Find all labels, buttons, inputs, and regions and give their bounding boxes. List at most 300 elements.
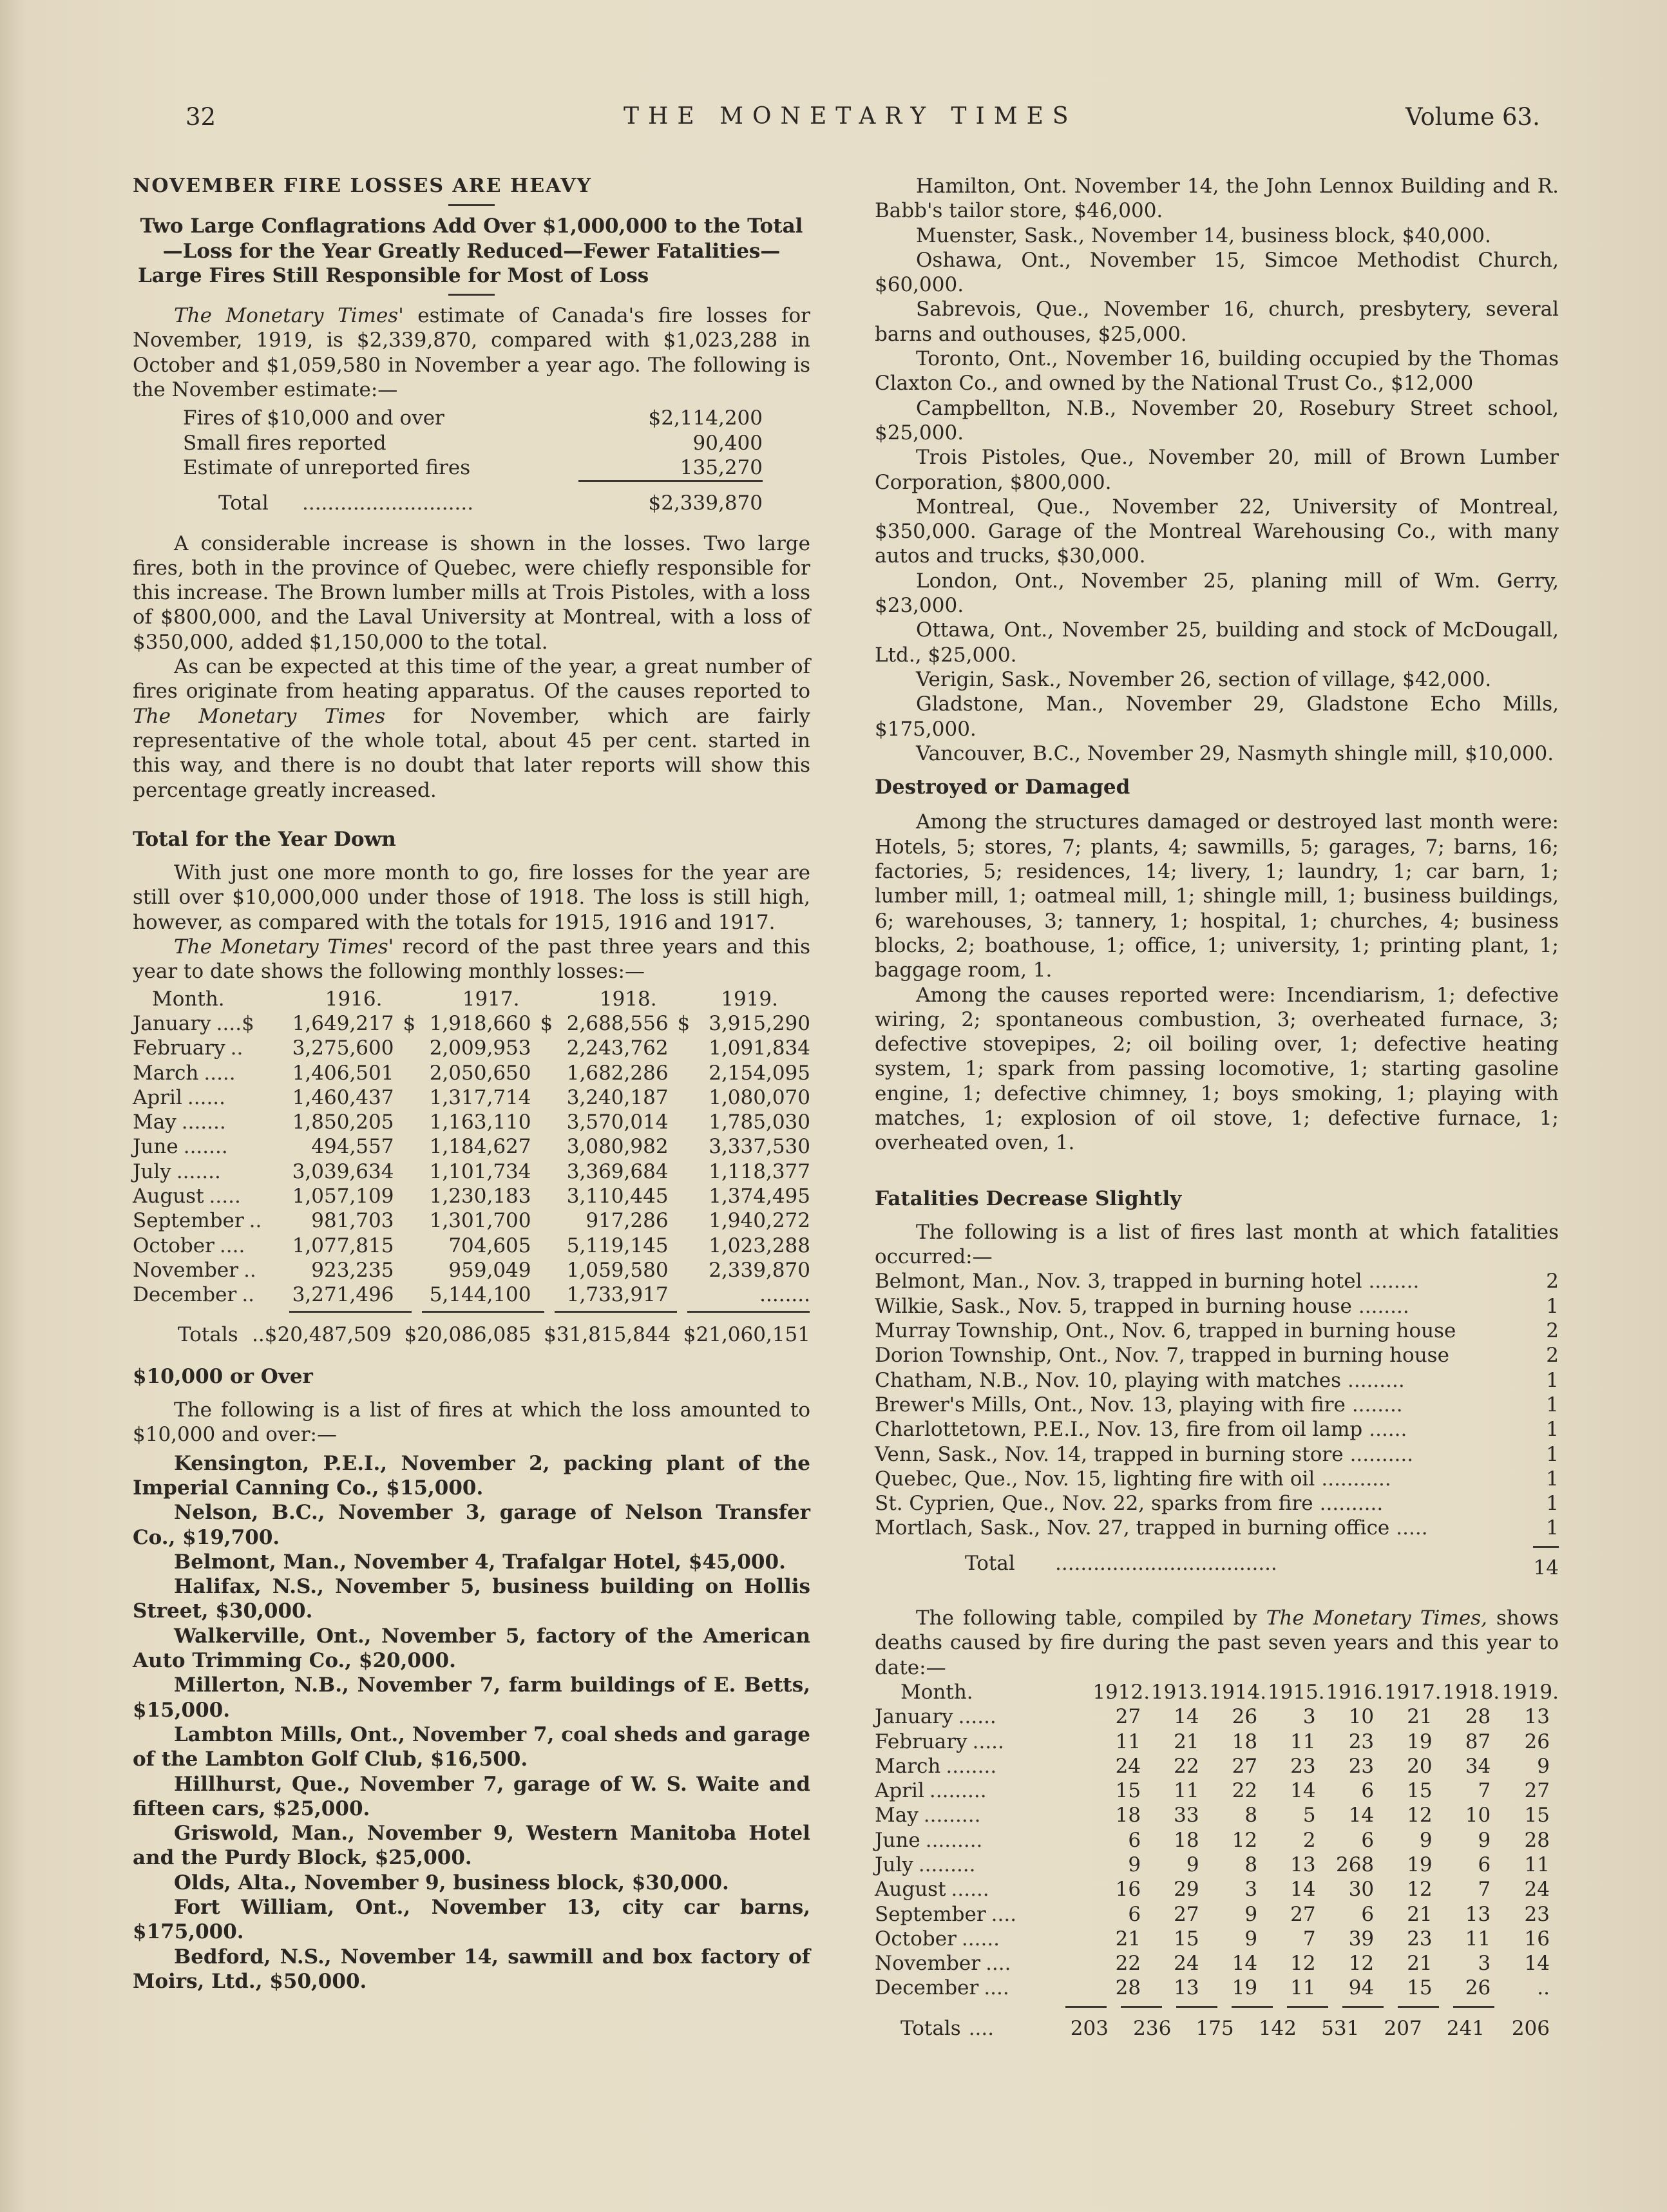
month-cell [133, 1208, 281, 1233]
value: 917,286 [586, 1209, 669, 1233]
value-cell: 24 [1524, 1878, 1550, 1902]
value: 2,339,870 [709, 1258, 810, 1282]
table-row [875, 1828, 1559, 1853]
column-header: Month. [152, 987, 225, 1011]
intro-text: estimate of Canada's fire losses for November, 1919, is $2,339,870, compared with $1,023,288 in October and $1,059,580 in November a year ago. The following is the November estimate:— [133, 304, 810, 402]
value-cell [281, 1258, 414, 1282]
value-cell [552, 1208, 689, 1233]
column-header: 1918. [1442, 1680, 1500, 1704]
month-cell [875, 1704, 1092, 1729]
value-cell: 9 [1478, 1828, 1491, 1852]
fire-item: Vancouver, B.C., November 29, Nasmyth shingle mill, $10,000. [916, 741, 1554, 765]
paragraph-year: With just one more month to go, fire losses for the year are still over $10,000,000 under those of 1918. The loss is still high, however, as compared with the totals for 1915, 1916 and 1917. [133, 861, 810, 934]
leader-dots: .... [968, 2016, 995, 2040]
fatality-count: 2 [1546, 1344, 1559, 1368]
estimate-total [183, 480, 763, 515]
table-row [875, 1951, 1559, 1976]
value-cell [552, 1011, 689, 1036]
total-rule [1232, 2006, 1273, 2008]
value-cell: 16 [1524, 1927, 1550, 1950]
value-cell: 94 [1348, 1976, 1375, 2000]
estimate-table [183, 406, 763, 480]
value-cell [414, 1036, 551, 1060]
value: 5,119,145 [566, 1234, 669, 1257]
value: 1,091,834 [709, 1036, 810, 1060]
value-cell [281, 1036, 414, 1060]
month-name: March [133, 1061, 199, 1085]
column-header: 1916. [1326, 1680, 1384, 1704]
value: 1,682,286 [566, 1061, 669, 1085]
value-cell [281, 1234, 414, 1258]
fatality-description: Chatham, N.B., Nov. 10, playing with matches [875, 1368, 1341, 1392]
value: 1,118,377 [709, 1159, 810, 1183]
fatality-text [875, 1319, 1533, 1343]
value-cell [414, 1282, 551, 1307]
fatality-text [875, 1269, 1533, 1293]
value-cell: 11 [1290, 1976, 1316, 2000]
table-row [875, 1877, 1559, 1902]
fatality-count: 1 [1546, 1442, 1559, 1466]
month-name: September [133, 1209, 244, 1233]
fire-item: Hamilton, Ont. November 14, the John Lennox Building and R. Babb's tailor store, $46,000. [875, 175, 1559, 223]
totals-cell: 206 [1511, 2016, 1550, 2040]
month-name: December [875, 1976, 979, 2000]
value-cell: 18 [1174, 1828, 1199, 1852]
fatality-description: Brewer's Mills, Ont., Nov. 13, playing with fire [875, 1393, 1346, 1416]
total-rule [1065, 2006, 1107, 2008]
value-cell: 14 [1174, 1705, 1199, 1729]
month-cell [875, 1877, 1092, 1902]
value-cell [281, 1061, 414, 1085]
value-cell [281, 1159, 414, 1184]
fire-item: Olds, Alta., November 9, business block, $30,000. [174, 1871, 729, 1894]
value-cell: 13 [1524, 1705, 1550, 1729]
value: 3,039,634 [292, 1159, 394, 1183]
fatality-description: Murray Township, Ont., Nov. 6, trapped in burning house [875, 1319, 1456, 1343]
value: 1,649,217 [292, 1011, 394, 1035]
estimate-row [183, 455, 763, 480]
month-name: December [133, 1283, 237, 1307]
value-cell: 21 [1407, 1902, 1433, 1926]
value-cell: 15 [1407, 1976, 1433, 2000]
table-row [875, 1778, 1559, 1803]
value-cell [414, 1234, 551, 1258]
value: 2,243,762 [566, 1036, 669, 1060]
table-row [133, 1234, 810, 1258]
fatality-count: 1 [1546, 1418, 1559, 1442]
fatality-text [875, 1442, 1533, 1467]
value: 1,059,580 [566, 1258, 669, 1282]
month-name: January [875, 1705, 953, 1729]
fire-item: Walkerville, Ont., November 5, factory of the American Auto Trimming Co., $20,000. [133, 1624, 810, 1673]
value-cell: 12 [1407, 1878, 1433, 1902]
value: 3,110,445 [566, 1184, 669, 1208]
month-cell [875, 1754, 1092, 1778]
value-cell [552, 1061, 689, 1085]
value-cell: 9 [1244, 1927, 1258, 1950]
value-cell: 9 [1244, 1902, 1258, 1926]
value-cell: 15 [1524, 1804, 1550, 1827]
value-cell [689, 1011, 810, 1036]
value: 2,009,953 [429, 1036, 531, 1060]
monthly-losses-table [133, 987, 810, 1308]
value: 1,406,501 [292, 1061, 394, 1085]
value-cell: 5 [1302, 1804, 1316, 1827]
month-name: May [875, 1804, 919, 1827]
volume-label: Volume 63. [1405, 103, 1540, 131]
leader-dots: ........ [946, 1754, 997, 1778]
leader-dots: ..... [972, 1730, 1004, 1753]
text: shows deaths caused by fire during the past seven years and this year to date:— [875, 1607, 1559, 1679]
leader-dots: ....$ [216, 1011, 254, 1035]
leader-dots: ..... [209, 1184, 241, 1208]
leader-dots: ........... [1321, 1467, 1391, 1491]
fatality-description: St. Cyprien, Que., Nov. 22, sparks from fire [875, 1492, 1313, 1516]
value-cell [552, 1085, 689, 1110]
fire-item: Hillhurst, Que., November 7, garage of W. S. Waite and fifteen cars, $25,000. [133, 1772, 810, 1820]
value-cell: 30 [1348, 1878, 1375, 1902]
fire-item: Bedford, N.S., November 14, sawmill and box factory of Moirs, Ltd., $50,000. [133, 1945, 810, 1993]
value-cell [414, 1085, 551, 1110]
fatal-total-label: Total [965, 1551, 1015, 1575]
fires-list-left [133, 1451, 810, 1994]
value: 1,733,917 [566, 1283, 669, 1307]
value-cell: 13 [1290, 1853, 1316, 1876]
value-cell: 27 [1232, 1754, 1258, 1778]
estimate-row [183, 406, 763, 430]
leader-dots: ..... [1396, 1516, 1428, 1540]
month-cell [875, 1853, 1092, 1877]
month-name: February [133, 1036, 225, 1060]
fire-item: Millerton, N.B., November 7, farm buildings of E. Betts, $15,000. [133, 1673, 810, 1722]
value-cell: 14 [1232, 1952, 1258, 1976]
value-cell: 26 [1232, 1705, 1258, 1729]
value-cell: 12 [1290, 1952, 1316, 1976]
leader-dots: ......... [1347, 1368, 1405, 1392]
table-row [133, 1061, 810, 1085]
value-cell [414, 1134, 551, 1159]
value-cell: 11 [1115, 1730, 1141, 1753]
column-header: 1917. [462, 987, 520, 1011]
fire-item: Oshawa, Ont., November 15, Simcoe Methodist Church, $60,000. [875, 248, 1559, 297]
value-cell: 12 [1348, 1952, 1375, 1976]
leader-dots: ........ [1368, 1270, 1420, 1293]
fire-item: Griswold, Man., November 9, Western Manitoba Hotel and the Purdy Block, $25,000. [133, 1822, 810, 1870]
fatality-text [875, 1294, 1533, 1319]
value-cell: 9 [1419, 1828, 1433, 1852]
value-cell: 20 [1407, 1754, 1433, 1778]
total-rule [1287, 2006, 1328, 2008]
paragraph-increase: A considerable increase is shown in the losses. Two large fires, both in the province of Quebec, were chiefly responsible for this increase. The Brown lumber mills at Trois Pistoles, with a loss of $800,000, and the Laval University at Montreal, with a loss of $350,000, added $1,150,000 to the total. [133, 531, 810, 654]
totals-cell: 142 [1258, 2016, 1297, 2040]
month-name: July [133, 1159, 171, 1183]
value-cell: 21 [1115, 1927, 1141, 1950]
fire-item: Belmont, Man., November 4, Trafalgar Hotel, $45,000. [174, 1550, 786, 1574]
column-header: 1916. [325, 987, 383, 1011]
month-cell [133, 1282, 281, 1307]
value-cell: 23 [1524, 1902, 1550, 1926]
article-subtitle: Two Large Conflagrations Add Over $1,000,000 to the Total—Loss for the Year Greatly Reduced—Fewer Fatalities—Large Fires Still Responsible for Most of Loss [138, 215, 803, 287]
value: ........ [759, 1283, 810, 1307]
value-cell [689, 1258, 810, 1282]
totals-cell: 175 [1195, 2016, 1234, 2040]
paragraph-deaths-intro [875, 1606, 1559, 1680]
value-cell [414, 1208, 551, 1233]
fire-item: Gladstone, Man., November 29, Gladstone Echo Mills, $175,000. [875, 692, 1559, 741]
value-cell: 12 [1232, 1828, 1258, 1852]
value-cell [281, 1110, 414, 1134]
totals-rules [133, 1307, 810, 1316]
table-row [133, 1282, 810, 1307]
currency-sign: $ [677, 1011, 691, 1035]
month-name: August [875, 1878, 946, 1902]
fatality-text [875, 1467, 1533, 1491]
month-name: January [133, 1011, 211, 1035]
value-cell [552, 1184, 689, 1208]
leader-dots: .. [243, 1258, 256, 1282]
leader-dots: .... [991, 1902, 1017, 1926]
deaths-totals-row [875, 2016, 1559, 2041]
fires-list-right [875, 174, 1559, 766]
value-cell: 14 [1524, 1952, 1550, 1976]
value: 1,184,627 [429, 1135, 531, 1159]
value-cell: 16 [1115, 1878, 1141, 1902]
leader-dots: .......... [1349, 1442, 1414, 1466]
leader-dots: ..... [204, 1061, 236, 1085]
estimate-row [183, 431, 763, 455]
table-row [875, 1902, 1559, 1927]
fatality-row [875, 1368, 1559, 1393]
fatality-row [875, 1516, 1559, 1540]
value-cell: 10 [1348, 1705, 1375, 1729]
value-cell [552, 1258, 689, 1282]
month-cell [133, 1085, 281, 1110]
totals-label: Totals [900, 2016, 961, 2040]
month-cell [875, 1976, 1092, 2000]
paragraph-record [133, 935, 810, 984]
value: 2,688,556 [566, 1011, 669, 1035]
value-cell: 19 [1407, 1730, 1433, 1753]
totals-cell: $20,086,085 [404, 1323, 531, 1347]
value-cell [281, 1011, 414, 1036]
value: 3,271,496 [292, 1283, 394, 1307]
value-cell: 9 [1128, 1853, 1141, 1876]
value-cell [552, 1134, 689, 1159]
leader-dots: ......... [925, 1828, 983, 1852]
fire-item: Campbellton, N.B., November 20, Rosebury Street school, $25,000. [875, 396, 1559, 444]
value-cell [414, 1159, 551, 1184]
value-cell: 26 [1524, 1730, 1550, 1753]
value: 1,850,205 [292, 1111, 394, 1134]
value-cell [689, 1234, 810, 1258]
month-cell [133, 1134, 281, 1159]
total-rule [1121, 2006, 1162, 2008]
currency-sign: $ [403, 1011, 416, 1035]
estimate-value: 135,270 [680, 455, 763, 479]
month-name: May [133, 1111, 176, 1134]
fatality-text [875, 1393, 1533, 1417]
fatality-text [875, 1343, 1533, 1368]
value-cell: 11 [1524, 1853, 1550, 1876]
value-cell [552, 1159, 689, 1184]
month-name: September [875, 1902, 986, 1926]
fatality-row [875, 1467, 1559, 1491]
value-cell [281, 1184, 414, 1208]
article-title: NOVEMBER FIRE LOSSES ARE HEAVY [133, 175, 592, 197]
fire-item: Halifax, N.S., November 5, business building on Hollis Street, $30,000. [133, 1575, 810, 1623]
value-cell [689, 1184, 810, 1208]
value-cell [414, 1011, 551, 1036]
fire-item: Lambton Mills, Ont., November 7, coal sheds and garage of the Lambton Golf Club, $16,500. [133, 1722, 810, 1771]
month-cell [875, 1951, 1092, 1976]
fire-item: Nelson, B.C., November 3, garage of Nelson Transfer Co., $19,700. [133, 1501, 810, 1549]
value: 2,154,095 [709, 1061, 810, 1085]
value-cell [552, 1110, 689, 1134]
leader-dots: ......... [918, 1853, 976, 1876]
leader-dots: .... [986, 1952, 1011, 1976]
value: 1,023,288 [709, 1234, 810, 1257]
table-row [133, 1258, 810, 1282]
month-cell [875, 1730, 1092, 1754]
value: 2,050,650 [429, 1061, 531, 1085]
fatality-description: Mortlach, Sask., Nov. 27, trapped in burning office [875, 1516, 1390, 1540]
value-cell [281, 1085, 414, 1110]
totals-cell: 236 [1133, 2016, 1172, 2040]
leader-dots: ......... [929, 1779, 987, 1803]
total-rule [1176, 2006, 1217, 2008]
fatal-total-value: 14 [1533, 1547, 1559, 1580]
month-name: October [875, 1927, 957, 1950]
column-header: 1914. [1209, 1680, 1267, 1704]
value-cell: 11 [1174, 1779, 1199, 1803]
value-cell [552, 1036, 689, 1060]
table-row [875, 1853, 1559, 1877]
value-cell: 10 [1465, 1804, 1491, 1827]
value: 494,557 [311, 1135, 394, 1159]
month-cell [875, 1902, 1092, 1927]
value: 1,374,495 [709, 1184, 810, 1208]
value-cell: 39 [1348, 1927, 1375, 1950]
month-name: April [133, 1085, 182, 1109]
estimate-total-value: $2,339,870 [578, 481, 763, 516]
fire-item: Verigin, Sask., November 26, section of village, $42,000. [916, 667, 1492, 691]
fire-item: Muenster, Sask., November 14, business block, $40,000. [916, 224, 1491, 247]
value: 3,570,014 [566, 1111, 669, 1134]
value-cell: 34 [1465, 1754, 1491, 1778]
value-cell: 23 [1290, 1754, 1316, 1778]
intro-publication: The Monetary Times' [174, 304, 404, 328]
table-row [133, 1159, 810, 1184]
value-cell: 7 [1478, 1779, 1491, 1803]
value-cell: 14 [1348, 1804, 1375, 1827]
fatality-text [875, 1417, 1533, 1442]
value-cell: 3 [1302, 1705, 1316, 1729]
page-number: 32 [186, 103, 216, 131]
leader-dots: ...... [1369, 1418, 1407, 1442]
month-cell [875, 1778, 1092, 1803]
paragraph-heating [133, 654, 810, 803]
value-cell: 21 [1407, 1705, 1433, 1729]
value-cell [414, 1258, 551, 1282]
value-cell: 87 [1465, 1730, 1491, 1753]
month-name: June [133, 1135, 178, 1159]
publication: The Monetary Times' [174, 935, 394, 959]
value-cell: 28 [1524, 1828, 1550, 1852]
value-cell: 13 [1174, 1976, 1199, 2000]
section-heading-fatalities: Fatalities Decrease Slightly [875, 1187, 1182, 1210]
totals-cell [875, 2016, 1055, 2041]
leader-dots: ....... [183, 1135, 228, 1159]
section-heading-10000: $10,000 or Over [133, 1364, 313, 1388]
table-row [133, 1036, 810, 1060]
value: 981,703 [311, 1209, 394, 1233]
value-cell: 21 [1174, 1730, 1199, 1753]
fatalities-table [875, 1269, 1559, 1540]
month-cell [133, 1159, 281, 1184]
column-header: 1915. [1267, 1680, 1325, 1704]
estimate-value: 90,400 [692, 431, 763, 455]
section-heading-year: Total for the Year Down [133, 827, 396, 851]
totals-cell: 203 [1070, 2016, 1109, 2040]
value: 3,337,530 [709, 1135, 810, 1159]
estimate-label: Fires of $10,000 and over [183, 406, 444, 430]
value-cell: 24 [1174, 1952, 1199, 1976]
value-cell: 15 [1407, 1779, 1433, 1803]
month-cell [133, 1061, 281, 1085]
value-cell: 14 [1290, 1779, 1316, 1803]
value: 1,317,714 [429, 1085, 531, 1109]
fire-item: Fort William, Ont., November 13, city car barns, $175,000. [133, 1896, 810, 1944]
publication: The Monetary Times [133, 704, 386, 728]
leader-dots: ......... [923, 1804, 981, 1827]
value-cell: 27 [1115, 1705, 1141, 1729]
value-cell: 6 [1361, 1779, 1375, 1803]
value-cell [414, 1061, 551, 1085]
totals-cell: ..$20,487,509 [252, 1323, 392, 1347]
fire-item: Montreal, Que., November 22, University of Montreal, $350,000. Garage of the Montreal Warehousing Co., with many autos and trucks, $30,000. [875, 495, 1559, 568]
value: 3,240,187 [566, 1085, 669, 1109]
fatality-count: 1 [1546, 1467, 1559, 1491]
value: 1,101,734 [429, 1159, 531, 1183]
fatality-count: 1 [1546, 1516, 1559, 1540]
table-row [875, 1927, 1559, 1951]
value-cell: 8 [1244, 1853, 1258, 1876]
value-cell [689, 1085, 810, 1110]
totals-cell: 207 [1384, 2016, 1422, 2040]
value-cell: 28 [1465, 1705, 1491, 1729]
value: 3,915,290 [709, 1011, 810, 1035]
value: 1,301,700 [429, 1209, 531, 1233]
table-row [133, 1110, 810, 1134]
fire-item: Sabrevois, Que., November 16, church, presbytery, several barns and outhouses, $25,000. [875, 298, 1559, 346]
fatality-description: Quebec, Que., Nov. 15, lighting fire with oil [875, 1467, 1315, 1491]
fatality-row [875, 1417, 1559, 1442]
leader-dots: ....... [181, 1111, 226, 1134]
value-cell: 19 [1232, 1976, 1258, 2000]
text: The following table, compiled by [916, 1607, 1266, 1630]
leader-dots: .......... [1319, 1492, 1384, 1516]
fatality-row [875, 1294, 1559, 1319]
month-cell [875, 1828, 1092, 1853]
leader-dots: .. [230, 1036, 243, 1060]
value: 1,460,437 [292, 1085, 394, 1109]
value-cell: 22 [1115, 1952, 1141, 1976]
leader-dots: ........ [1358, 1294, 1409, 1318]
value: 3,275,600 [292, 1036, 394, 1060]
totals-cell: $31,815,844 [544, 1323, 671, 1347]
leader-dots: ...... [961, 1927, 1000, 1950]
value-cell [689, 1061, 810, 1085]
